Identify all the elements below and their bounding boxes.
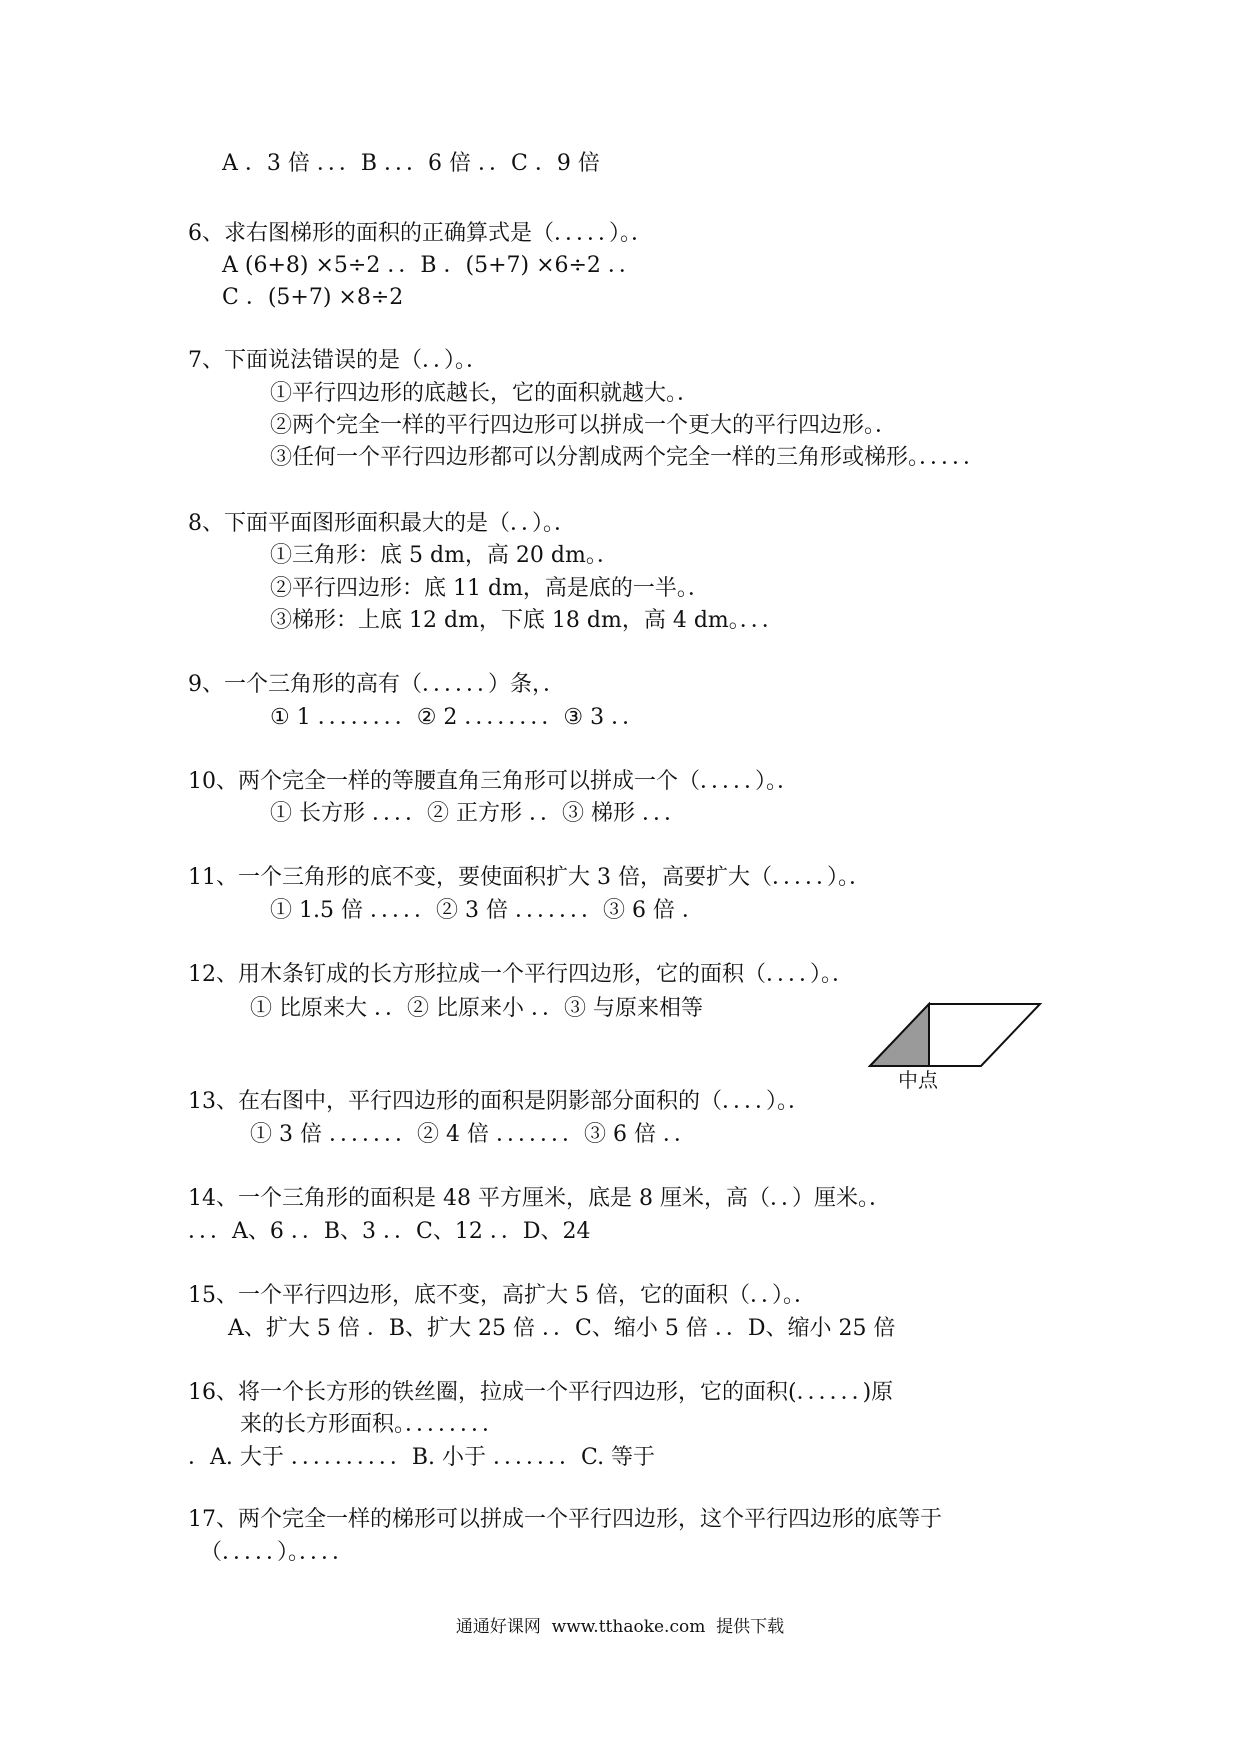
q8-statement-1: ①三角形：底 5 dm，高 20 dm。． [270, 543, 619, 568]
q10-options: ① 长方形 ．．．．② 正方形 ．．③ 梯形 ．．． [270, 801, 686, 826]
q16-options: ．A. 大于 ．．．．．．．．．．B. 小于 ．．．．．．．C. 等于 [188, 1445, 656, 1470]
q8-statement-3: ③梯形：上底 12 dm，下底 18 dm，高 4 dm。．．． [270, 608, 784, 633]
midpoint-label: 中点 [898, 1068, 938, 1092]
page-footer: 通通好课网 www.tthaoke.com 提供下载 [455, 1617, 785, 1637]
parallelogram-figure [868, 1002, 1058, 1112]
q7-statement-3: ③任何一个平行四边形都可以分割成两个完全一样的三角形或梯形。．．．．． [270, 445, 986, 470]
q13-stem: 13、在右图中，平行四边形的面积是阴影部分面积的（．．．．）。． [188, 1089, 810, 1114]
shaded-triangle [870, 1004, 929, 1066]
q15-stem: 15、一个平行四边形，底不变，高扩大 5 倍，它的面积（．．）。． [188, 1283, 816, 1308]
q12-stem: 12、用木条钉成的长方形拉成一个平行四边形，它的面积（．．．．）。． [188, 962, 854, 987]
parallelogram-diagram [868, 1002, 1058, 1068]
q15-options: A、扩大 5 倍 ．B、扩大 25 倍 ．．C、缩小 5 倍 ．．D、缩小 25 倍 [228, 1316, 896, 1341]
q6-stem: 6、求右图梯形的面积的正确算式是（．．．．．）。． [188, 221, 653, 246]
q16-stem-line2: 来的长方形面积。．．．．．．．． [240, 1412, 505, 1437]
q10-stem: 10、两个完全一样的等腰直角三角形可以拼成一个（．．．．．）。． [188, 769, 799, 794]
q17-stem-line2: （．．．．．）。．．．． [200, 1540, 355, 1565]
q17-stem-line1: 17、两个完全一样的梯形可以拼成一个平行四边形，这个平行四边形的底等于 [188, 1507, 942, 1532]
q11-options: ① 1.5 倍 ．．．．．② 3 倍 ．．．．．．．③ 6 倍 ． [270, 898, 704, 923]
q16-stem-line1: 16、将一个长方形的铁丝圈，拉成一个平行四边形，它的面积(．．．．．．)原 [188, 1380, 894, 1405]
q9-stem: 9、一个三角形的高有（．．．．．．）条，． [188, 672, 565, 697]
q6-option-c: C ．(5+7) ×8÷2 [222, 285, 404, 310]
q7-statement-1: ①平行四边形的底越长，它的面积就越大。． [270, 381, 700, 406]
q5-options: A ．3 倍 ．．．B ．．．6 倍 ．．C ．9 倍 [222, 151, 600, 176]
q13-options: ① 3 倍 ．．．．．．．② 4 倍 ．．．．．．．③ 6 倍 ．． [250, 1122, 696, 1147]
q7-statement-2: ②两个完全一样的平行四边形可以拼成一个更大的平行四边形。． [270, 413, 898, 438]
q14-options: ．．．A、6 ．．B、3 ．．C、12 ．．D、24 [188, 1219, 591, 1244]
q8-statement-2: ②平行四边形：底 11 dm，高是底的一半。． [270, 576, 710, 601]
q9-options: ① 1 ．．．．．．．．② 2 ．．．．．．．．③ 3 ．． [270, 705, 645, 730]
q11-stem: 11、一个三角形的底不变，要使面积扩大 3 倍，高要扩大（．．．．．）。． [188, 865, 871, 890]
q8-stem: 8、下面平面图形面积最大的是（．．）。． [188, 511, 576, 536]
q7-stem: 7、下面说法错误的是（．．）。． [188, 348, 488, 373]
q14-stem: 14、一个三角形的面积是 48 平方厘米，底是 8 厘米，高（．．）厘米。． [188, 1186, 891, 1211]
q6-option-ab: A (6+8) ×5÷2 ．．B ．(5+7) ×6÷2 ．． [222, 253, 641, 278]
q12-options: ① 比原来大 ．．② 比原来小 ．．③ 与原来相等 [250, 996, 703, 1021]
